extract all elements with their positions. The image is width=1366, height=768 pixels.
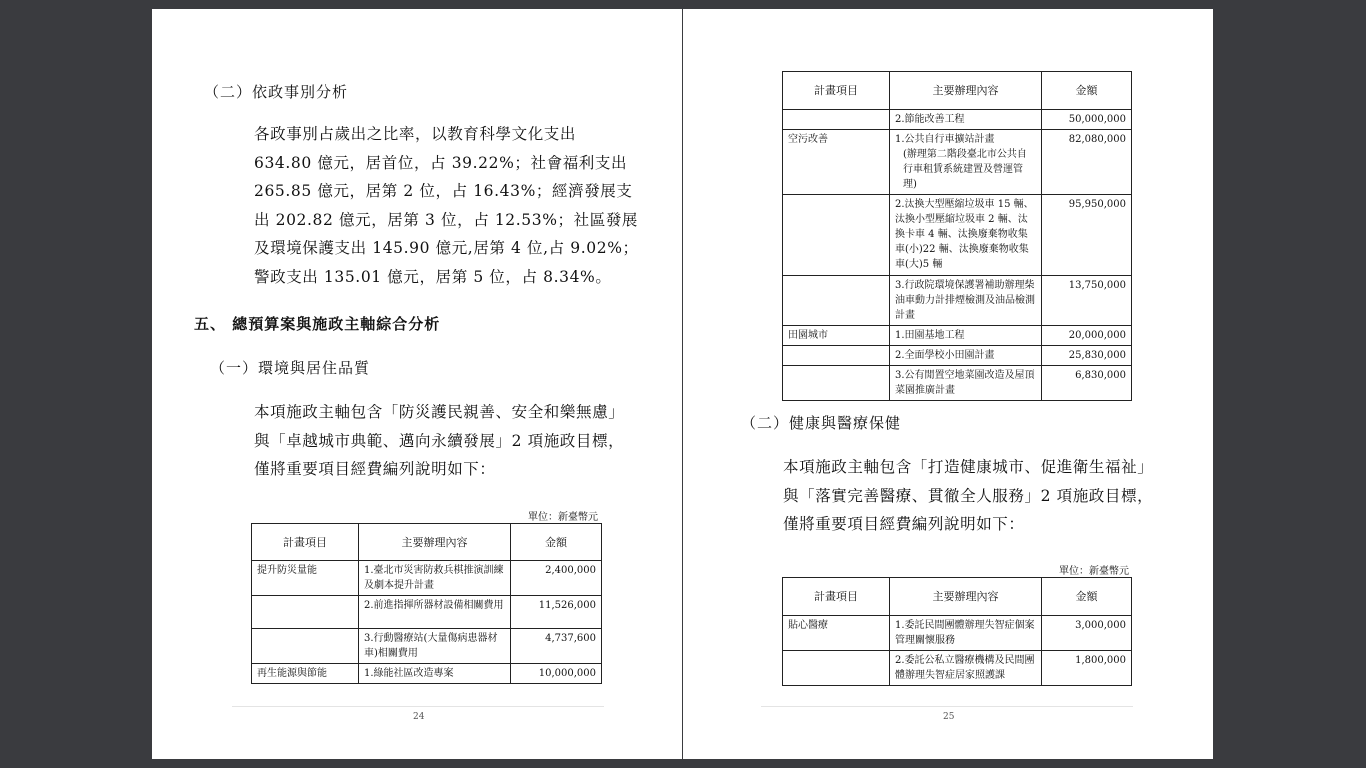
table-cell-item bbox=[783, 110, 890, 130]
table-cell-item bbox=[252, 629, 359, 664]
budget-table-health bbox=[782, 577, 1132, 686]
table-cell-amount: 82,080,000 bbox=[1042, 130, 1132, 195]
page-right bbox=[683, 9, 1213, 759]
table-row bbox=[783, 366, 1132, 401]
table-row bbox=[783, 616, 1132, 651]
table-cell-item: 提升防災量能 bbox=[252, 561, 359, 596]
page-left bbox=[152, 9, 682, 759]
paragraph-line: 634.80 億元，居首位，占 39.22%；社會福利支出 bbox=[254, 153, 628, 172]
footer-divider bbox=[232, 706, 604, 707]
budget-table-continued bbox=[782, 71, 1132, 401]
table-cell-amount: 25,830,000 bbox=[1042, 346, 1132, 366]
table-row bbox=[783, 276, 1132, 326]
table-cell-item bbox=[783, 195, 890, 276]
unit-label: 單位：新臺幣元 bbox=[1059, 566, 1129, 577]
table-cell-item bbox=[252, 596, 359, 629]
table-cell-content: 2.節能改善工程 bbox=[890, 110, 1042, 130]
table-cell-item: 田園城市 bbox=[783, 326, 890, 346]
section-title-environment: （一）環境與居住品質 bbox=[210, 359, 371, 377]
table-header-row bbox=[783, 72, 1132, 110]
section-title-health: （二）健康與醫療保健 bbox=[741, 414, 902, 432]
table-row bbox=[252, 664, 602, 684]
table-cell-amount: 2,400,000 bbox=[511, 561, 602, 596]
paragraph-line: 與「卓越城市典範、邁向永續發展」2 項施政目標， bbox=[254, 431, 625, 450]
table-header: 主要辦理內容 bbox=[890, 578, 1042, 616]
table-header-row bbox=[252, 524, 602, 561]
page-number: 24 bbox=[413, 712, 425, 722]
table-cell-amount: 13,750,000 bbox=[1042, 276, 1132, 326]
paragraph-policy-analysis bbox=[254, 120, 639, 291]
table-header: 主要辦理內容 bbox=[890, 72, 1042, 110]
paragraph-line: 僅將重要項目經費編列說明如下： bbox=[783, 515, 1025, 533]
paragraph-line: 265.85 億元，居第 2 位，占 16.43%；經濟發展支 bbox=[254, 182, 633, 200]
table-cell-item bbox=[783, 276, 890, 326]
table-cell-item: 貼心醫療 bbox=[783, 616, 890, 651]
table-cell-amount: 3,000,000 bbox=[1042, 616, 1132, 651]
table-cell-amount: 95,950,000 bbox=[1042, 195, 1132, 276]
chapter-title: 五、 總預算案與施政主軸綜合分析 bbox=[194, 315, 441, 333]
paragraph-line: 及環境保護支出 145.90 億元,居第 4 位,占 9.02%； bbox=[254, 239, 639, 257]
table-row bbox=[783, 326, 1132, 346]
table-header: 金額 bbox=[1042, 578, 1132, 616]
table-header: 計畫項目 bbox=[783, 72, 890, 110]
table-cell-content: 1.綠能社區改造專案 bbox=[359, 664, 511, 684]
table-cell-content bbox=[890, 130, 1042, 195]
budget-table bbox=[251, 523, 602, 684]
table-cell-item: 再生能源與節能 bbox=[252, 664, 359, 684]
table-row bbox=[783, 130, 1132, 195]
paragraph-line: 本項施政主軸包含「打造健康城市、促進衛生福祉」 bbox=[783, 458, 1154, 476]
table-cell-amount: 11,526,000 bbox=[511, 596, 602, 629]
table-header: 計畫項目 bbox=[783, 578, 890, 616]
table-cell-amount: 6,830,000 bbox=[1042, 366, 1132, 401]
table-header: 金額 bbox=[1042, 72, 1132, 110]
table-cell-content-line: 1.公共自行車擴站計畫 bbox=[895, 134, 995, 145]
table-header: 計畫項目 bbox=[252, 524, 359, 561]
table-row bbox=[783, 110, 1132, 130]
paragraph-line: 本項施政主軸包含「防災護民親善、安全和樂無慮」 bbox=[254, 403, 625, 421]
footer-divider bbox=[761, 706, 1133, 707]
table-cell-content: 3.行政院環境保護署補助辦理柴油車動力計排煙檢測及油品檢測計畫 bbox=[890, 276, 1042, 326]
table-cell-item bbox=[783, 366, 890, 401]
table-cell-amount: 20,000,000 bbox=[1042, 326, 1132, 346]
paragraph-health bbox=[783, 453, 1153, 539]
section-title-policy-analysis: （二）依政事別分析 bbox=[204, 83, 349, 101]
table-cell-content: 1.田園基地工程 bbox=[890, 326, 1042, 346]
paragraph-environment bbox=[254, 398, 624, 484]
table-header: 主要辦理內容 bbox=[359, 524, 511, 561]
paragraph-line: 出 202.82 億元，居第 3 位，占 12.53%；社區發展 bbox=[254, 210, 639, 229]
paragraph-line: 各政事別占歲出之比率，以教育科學文化支出 bbox=[254, 125, 577, 143]
table-row bbox=[783, 195, 1132, 276]
table-row bbox=[783, 651, 1132, 686]
table-cell-amount: 10,000,000 bbox=[511, 664, 602, 684]
table-cell-amount: 1,800,000 bbox=[1042, 651, 1132, 686]
table-row bbox=[783, 346, 1132, 366]
table-cell-content: 2.委託公私立醫療機構及民間團體辦理失智症居家照護課 bbox=[890, 651, 1042, 686]
table-row bbox=[252, 596, 602, 629]
table-row bbox=[252, 629, 602, 664]
table-cell-content: 3.行動醫療站(大量傷病患器材車)相關費用 bbox=[359, 629, 511, 664]
table-row bbox=[252, 561, 602, 596]
table-cell-item bbox=[783, 651, 890, 686]
table-cell-content: 2.全面學校小田園計畫 bbox=[890, 346, 1042, 366]
table-cell-content-line: (辦理第二階段臺北市公共自行車租賃系統建置及營運管理) bbox=[903, 149, 1027, 190]
table-cell-content: 1.委託民間團體辦理失智症個案管理關懷服務 bbox=[890, 616, 1042, 651]
table-header-row bbox=[783, 578, 1132, 616]
paragraph-line: 警政支出 135.01 億元，居第 5 位，占 8.34%。 bbox=[254, 267, 612, 286]
table-cell-item: 空污改善 bbox=[783, 130, 890, 195]
table-cell-amount: 4,737,600 bbox=[511, 629, 602, 664]
table-cell-content: 3.公有閒置空地菜園改造及屋頂菜園推廣計畫 bbox=[890, 366, 1042, 401]
table-cell-content: 2.汰換大型壓縮垃圾車 15 輛、汰換小型壓縮垃圾車 2 輛、汰換卡車 4 輛、汰換廢棄物收集車(小)22 輛、汰換廢棄物收集車(大)5 輛 bbox=[890, 195, 1042, 276]
table-cell-content: 1.臺北市災害防救兵棋推演訓練及劇本提升計畫 bbox=[359, 561, 511, 596]
table-cell-content: 2.前進指揮所器材設備相關費用 bbox=[359, 596, 511, 629]
unit-label: 單位：新臺幣元 bbox=[528, 512, 598, 523]
table-cell-amount: 50,000,000 bbox=[1042, 110, 1132, 130]
paragraph-line: 僅將重要項目經費編列說明如下： bbox=[254, 460, 496, 478]
table-cell-item bbox=[783, 346, 890, 366]
table-header: 金額 bbox=[511, 524, 602, 561]
paragraph-line: 與「落實完善醫療、貫徹全人服務」2 項施政目標， bbox=[783, 486, 1154, 505]
page-number: 25 bbox=[943, 712, 955, 722]
